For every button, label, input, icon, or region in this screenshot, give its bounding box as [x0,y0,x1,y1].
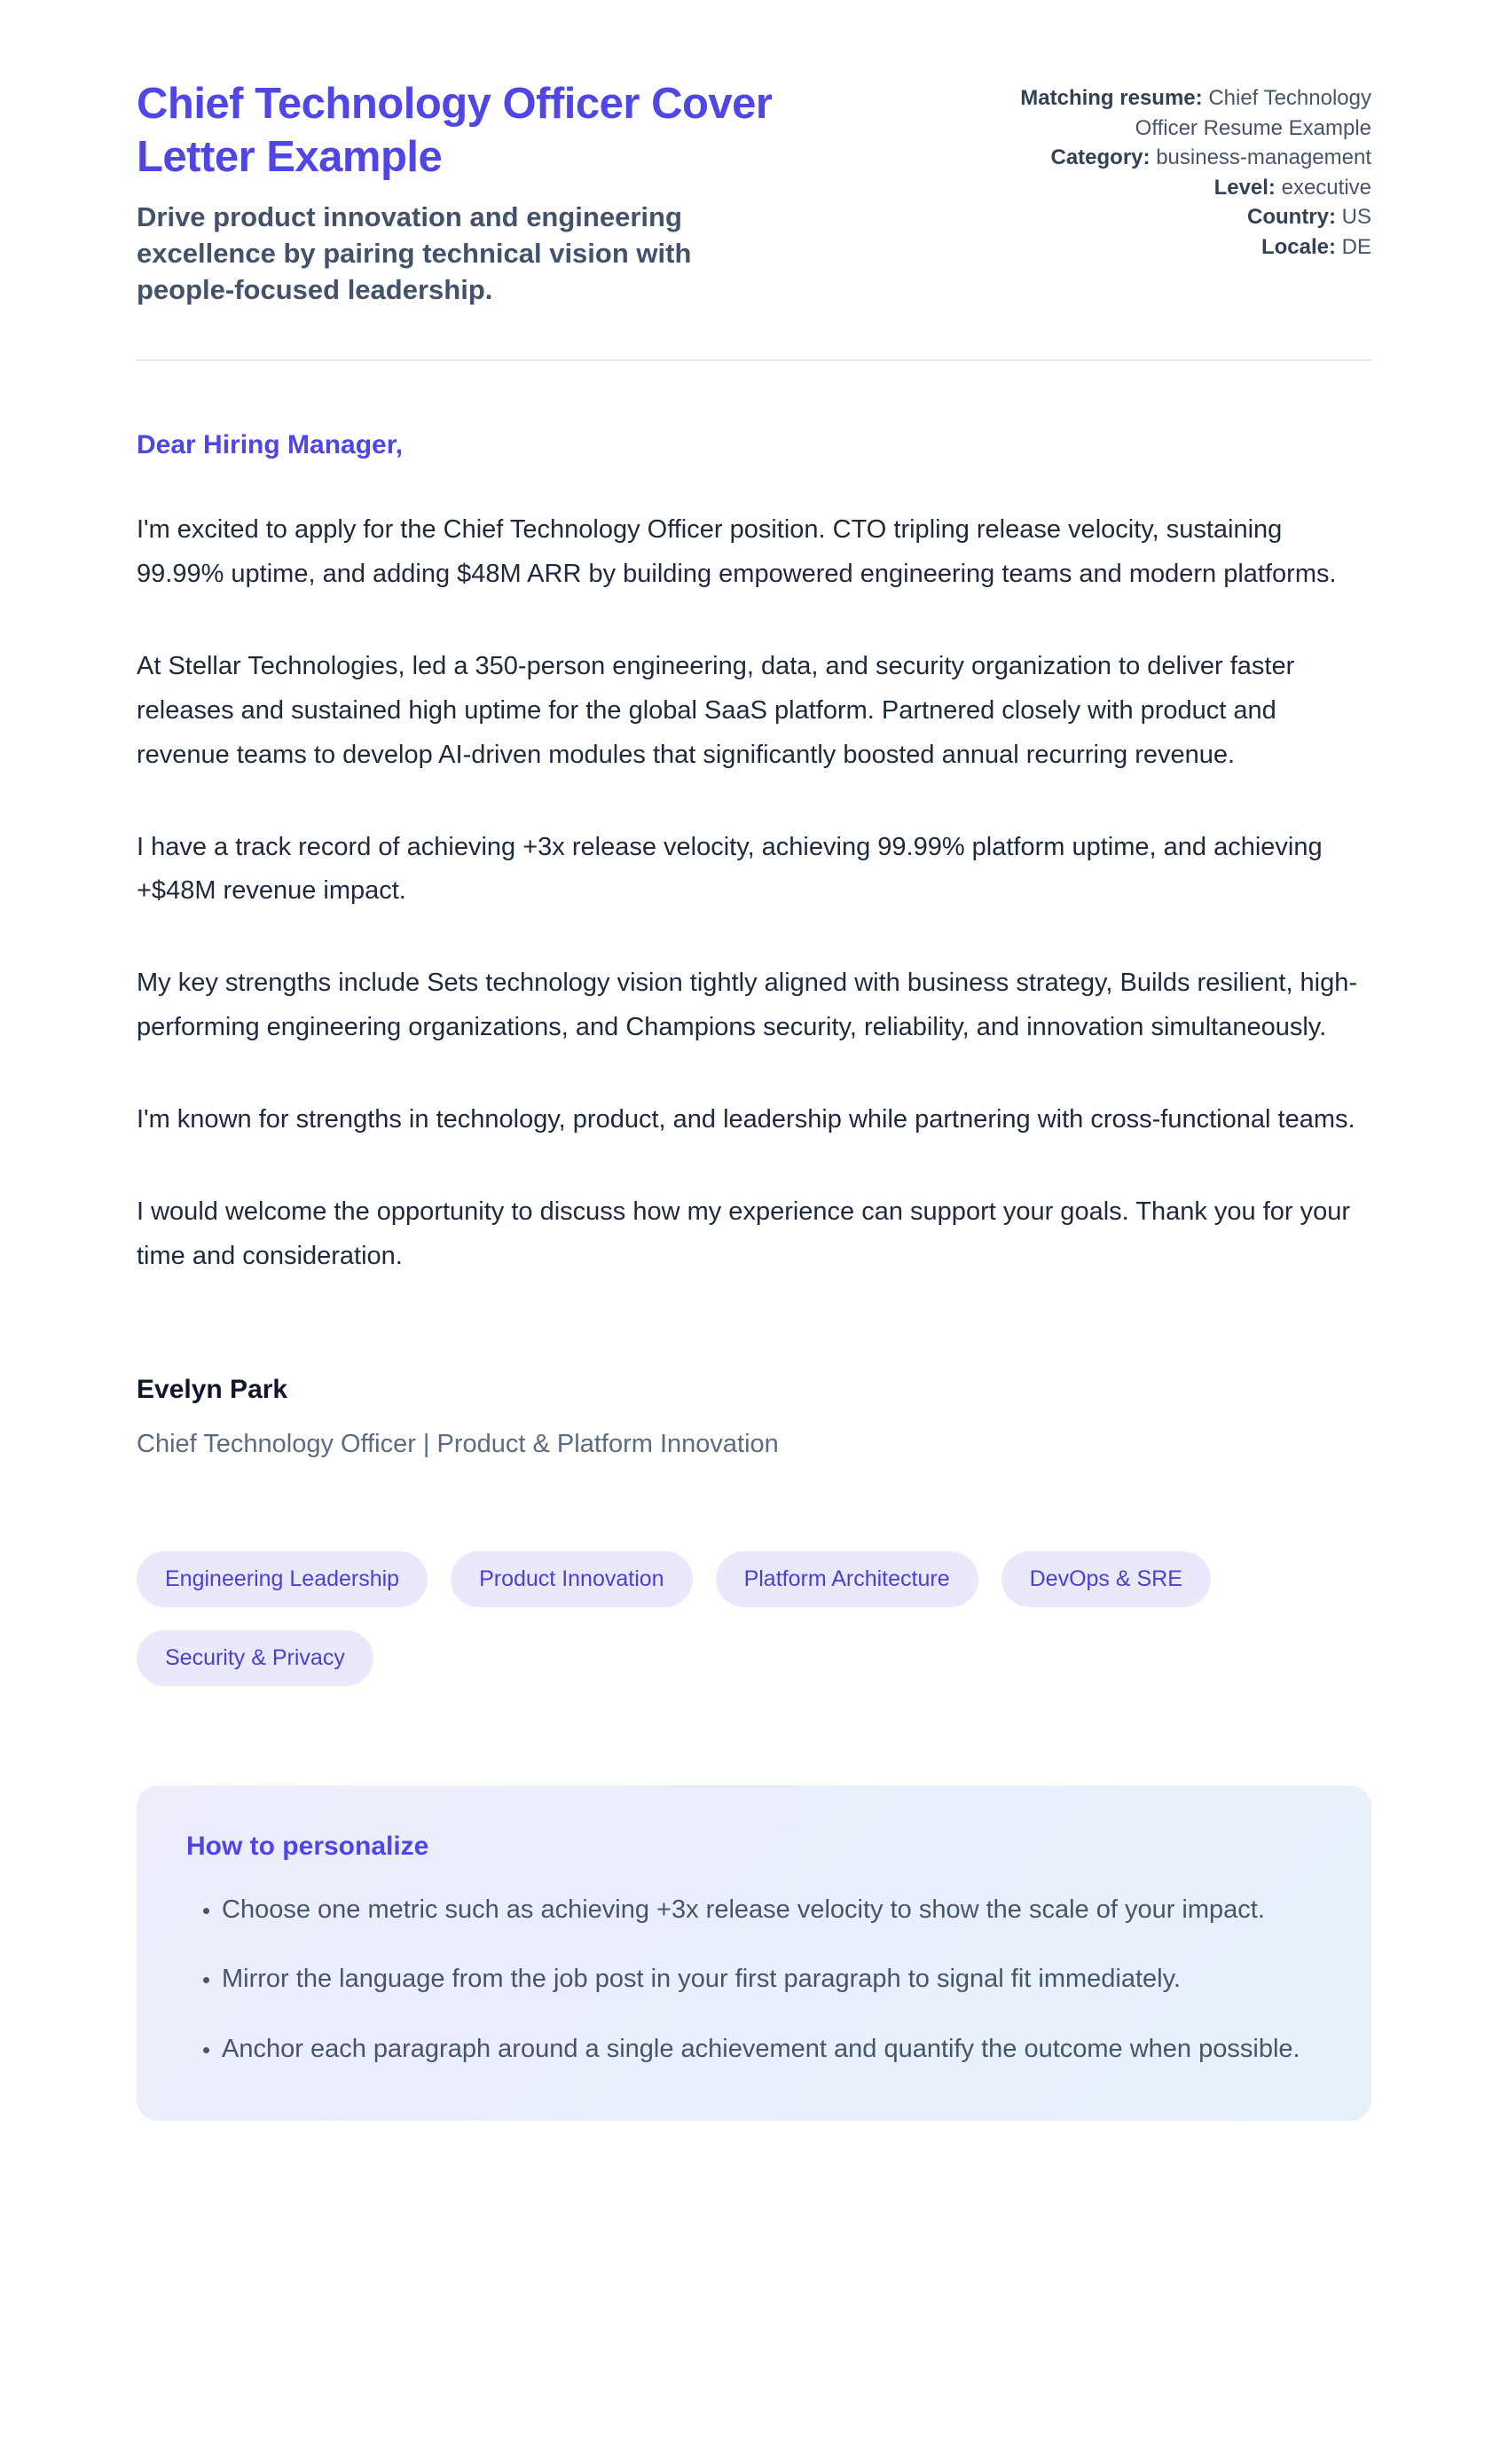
meta-value: US [1341,205,1371,230]
skill-tag-pill[interactable]: Security & Privacy [137,1630,373,1686]
personalize-bullet: • Choose one metric such as achieving +3x release velocity to show the scale of your impact. [222,1888,1322,1932]
meta-row [990,143,1371,173]
letter-paragraph: I have a track record of achieving +3x release velocity, achieving 99.99% platform uptime, and achieving +$48M revenue impact. [137,832,1323,906]
page-title: Chief Technology Officer Cover Letter Example [137,80,773,181]
header-divider [137,359,1371,361]
meta-label: Matching resume: [1020,86,1203,110]
meta-value: executive [1281,175,1371,200]
page-header [137,78,1371,308]
letter-paragraph: I'm excited to apply for the Chief Technology Officer position. CTO tripling release velocity, sustaining 99.99% uptime, and adding $48M ARR by building empowered engineering teams and modern platforms. [137,515,1337,589]
meta-label: Locale: [1261,234,1336,259]
meta-label: Country: [1247,205,1336,230]
personalize-bullet: • Anchor each paragraph around a single achievement and quantify the outcome when possible. [222,2028,1322,2071]
header-title-block [137,78,899,308]
personalize-bullet-list [172,1888,1322,2071]
meta-row [990,173,1371,203]
letter-paragraph: My key strengths include Sets technology vision tightly aligned with business strategy, Builds resilient, high-performing engineering organizations, and Champions security, reliability, and innovation simultaneously. [137,969,1358,1042]
letter-paragraph: I would welcome the opportunity to discuss how my experience can support your goals. Thank you for your time and consideration. [137,1197,1351,1270]
skill-tag-pill[interactable]: Engineering Leadership [137,1551,428,1607]
letter-body [137,508,1371,1279]
meta-value: business-management [1156,145,1371,170]
signature-name: Evelyn Park [137,1374,288,1404]
skill-tag-pill[interactable]: DevOps & SRE [1001,1551,1211,1607]
letter-greeting: Dear Hiring Manager, [137,430,404,460]
meta-row [990,83,1371,143]
resume-meta-block [990,78,1371,263]
meta-label: Level: [1213,175,1276,200]
meta-row [990,202,1371,232]
personalize-tips-box [137,1785,1371,2121]
skill-tag-pill[interactable]: Product Innovation [451,1551,692,1607]
letter-paragraph: I'm known for strengths in technology, product, and leadership while partnering with cross-functional teams. [137,1105,1355,1134]
letter-paragraph: At Stellar Technologies, led a 350-person engineering, data, and security organization to deliver faster releases and sustained high uptime for the global SaaS platform. Partnered closely with product and revenue teams to develop AI-driven modules that significantly boosted annual recurring revenue. [137,651,1295,769]
page-subtitle: Drive product innovation and engineering excellence by pairing technical vision with people-focused leadership. [137,200,692,305]
meta-value: Chief Technology Officer Resume Example [1135,86,1371,140]
personalize-title: How to personalize [186,1831,429,1861]
meta-label: Category: [1050,145,1151,170]
signature-role: Chief Technology Officer | Product & Platform Innovation [137,1429,779,1458]
skill-tags [137,1551,1371,1686]
personalize-bullet: • Mirror the language from the job post in your first paragraph to signal fit immediately. [222,1958,1322,2001]
meta-value: DE [1341,234,1371,259]
meta-row [990,232,1371,263]
skill-tag-pill[interactable]: Platform Architecture [716,1551,978,1607]
